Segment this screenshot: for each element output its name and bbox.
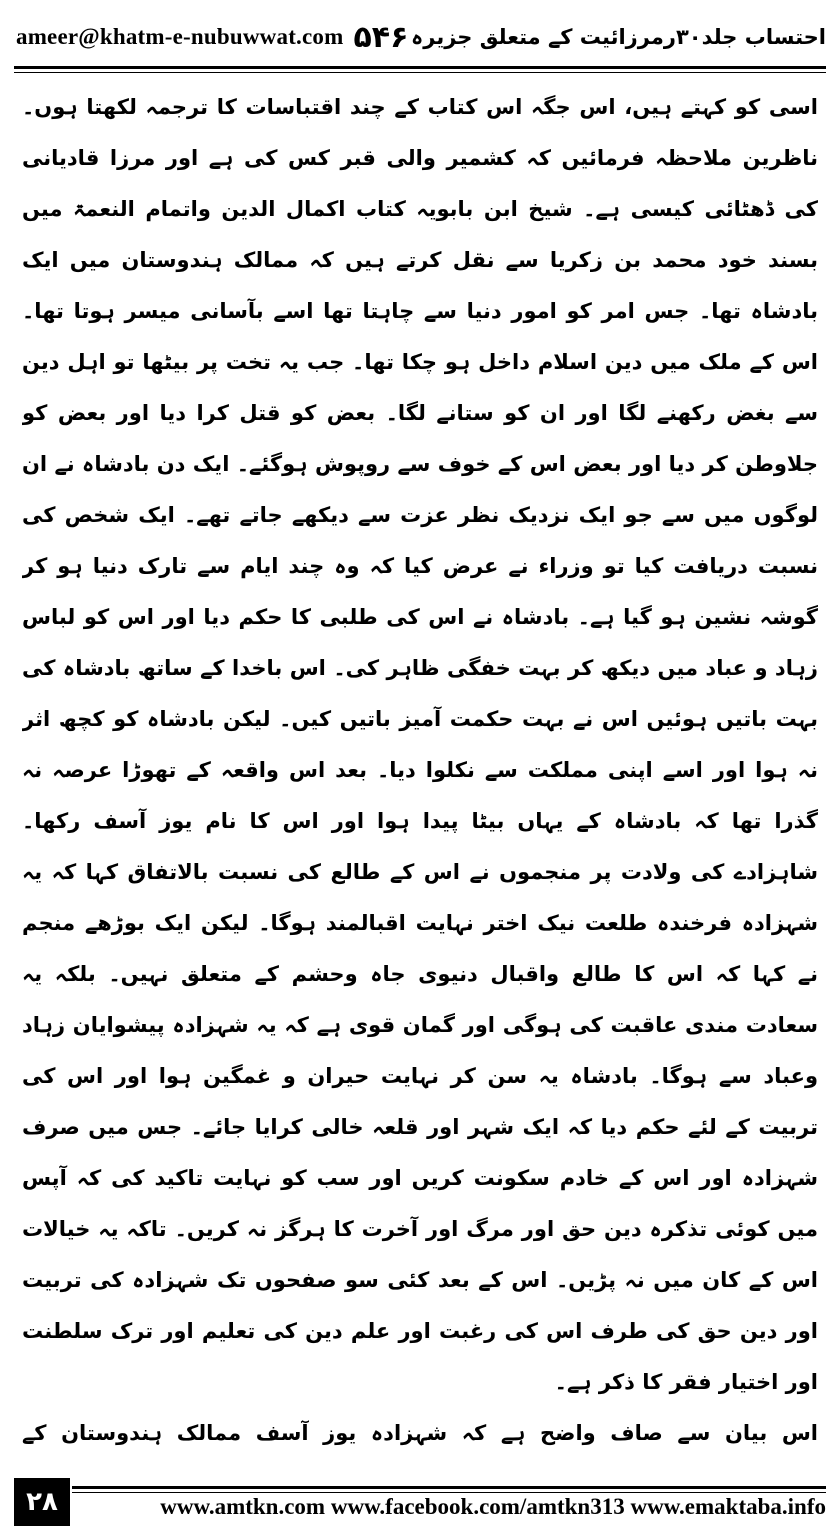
folio-number: ۲۸ — [14, 1478, 70, 1526]
paragraph-2: اس بیان سے صاف واضح ہے کہ شہزادہ یوز آسف ممالک ہندوستان کے — [22, 1421, 818, 1445]
page-footer — [14, 1486, 826, 1530]
body-text — [22, 82, 818, 1454]
header-page-number: ۵۴۶ — [353, 19, 409, 55]
footer-rule — [72, 1486, 826, 1489]
header-left — [16, 20, 408, 55]
header-email: ameer@khatm-e-nubuwwat.com — [16, 24, 344, 49]
paragraph-1: اسی کو کہتے ہیں، اس جگہ اس کتاب کے چند اقتباسات کا ترجمہ لکھتا ہوں۔ ناظرین ملاحظہ فرمائیں کہ کشمیر والی قبر کس کی ہے اور مرزا قادیانی کی ڈھٹائی کیسی ہے۔ شیخ ابن بابویہ کتاب اکمال الدین واتمام النعمۃ میں بسند خود محمد بن زکریا سے نقل کرتے ہیں کہ ممالک ہندوستان میں ایک بادشاہ تھا۔ جس امر کو امور دنیا سے چاہتا تھا اسے بآسانی میسر ہوتا تھا۔ اس کے ملک میں دین اسلام داخل ہو چکا تھا۔ جب یہ تخت پر بیٹھا تو اہل دین سے بغض رکھنے لگا اور ان کو ستانے لگا۔ بعض کو قتل کرا دیا اور بعض کو جلاوطن کر دیا اور بعض اس کے خوف سے روپوش ہوگئے۔ ایک دن بادشاہ نے ان لوگوں میں سے جو ایک نزدیک نظر عزت سے دیکھے جاتے تھے۔ ایک شخص کی نسبت دریافت کیا تو وزراء نے عرض کیا کہ وہ چند ایام سے تارک دنیا ہو کر گوشہ نشین ہو گیا ہے۔ بادشاہ نے اس کی طلبی کا حکم دیا اور اس کو لباس زہاد و عباد میں دیکھ کر بہت خفگی ظاہر کی۔ اس باخدا کے ساتھ بادشاہ کی بہت باتیں ہوئیں اس نے بہت حکمت آمیز باتیں کیں۔ لیکن بادشاہ کو کچھ اثر نہ ہوا اور اسے اپنی مملکت سے نکلوا دیا۔ بعد اس واقعہ کے تھوڑا عرصہ نہ گذرا تھا کہ بادشاہ کے یہاں بیٹا پیدا ہوا اور اس کا نام یوز آسف رکھا۔ شاہزادے کی ولادت پر منجموں نے اس کے طالع کی نسبت بالاتفاق کہا کہ یہ شہزادہ فرخندہ طلعت نیک اختر نہایت اقبالمند ہوگا۔ لیکن ایک بوڑھے منجم نے کہا کہ اس کا طالع واقبال دنیوی جاہ وحشم کے متعلق نہیں۔ بلکہ یہ سعادت مندی عاقبت کی ہوگی اور گمان قوی ہے کہ یہ شہزادہ پیشوایان زہاد وعباد سے ہوگا۔ بادشاہ یہ سن کر نہایت حیران و غمگین ہوا اور اس کی تربیت کے لئے حکم دیا کہ ایک شہر اور قلعہ خالی کرایا جائے۔ جس میں صرف شہزادہ اور اس کے خادم سکونت کریں اور سب کو نہایت تاکید کی کہ آپس میں کوئی تذکرہ دین حق اور مرگ اور آخرت کا ہرگز نہ کریں۔ تاکہ یہ خیالات اس کے کان میں نہ پڑیں۔ اس کے بعد کئی سو صفحوں تک شہزادہ کی تربیت اور دین حق کی طرف اس کی رغبت اور علم دین کی تعلیم اور ترک سلطنت اور اختیار فقر کا ذکر ہے۔ — [22, 95, 818, 1394]
header-running-title: احتساب جلد۳۰رمرزائیت کے متعلق جزیرہ — [410, 25, 826, 49]
page-header — [16, 14, 826, 60]
footer-urls: www.amtkn.com www.facebook.com/amtkn313 www.emaktaba.info — [160, 1494, 826, 1519]
header-rule — [14, 66, 826, 69]
